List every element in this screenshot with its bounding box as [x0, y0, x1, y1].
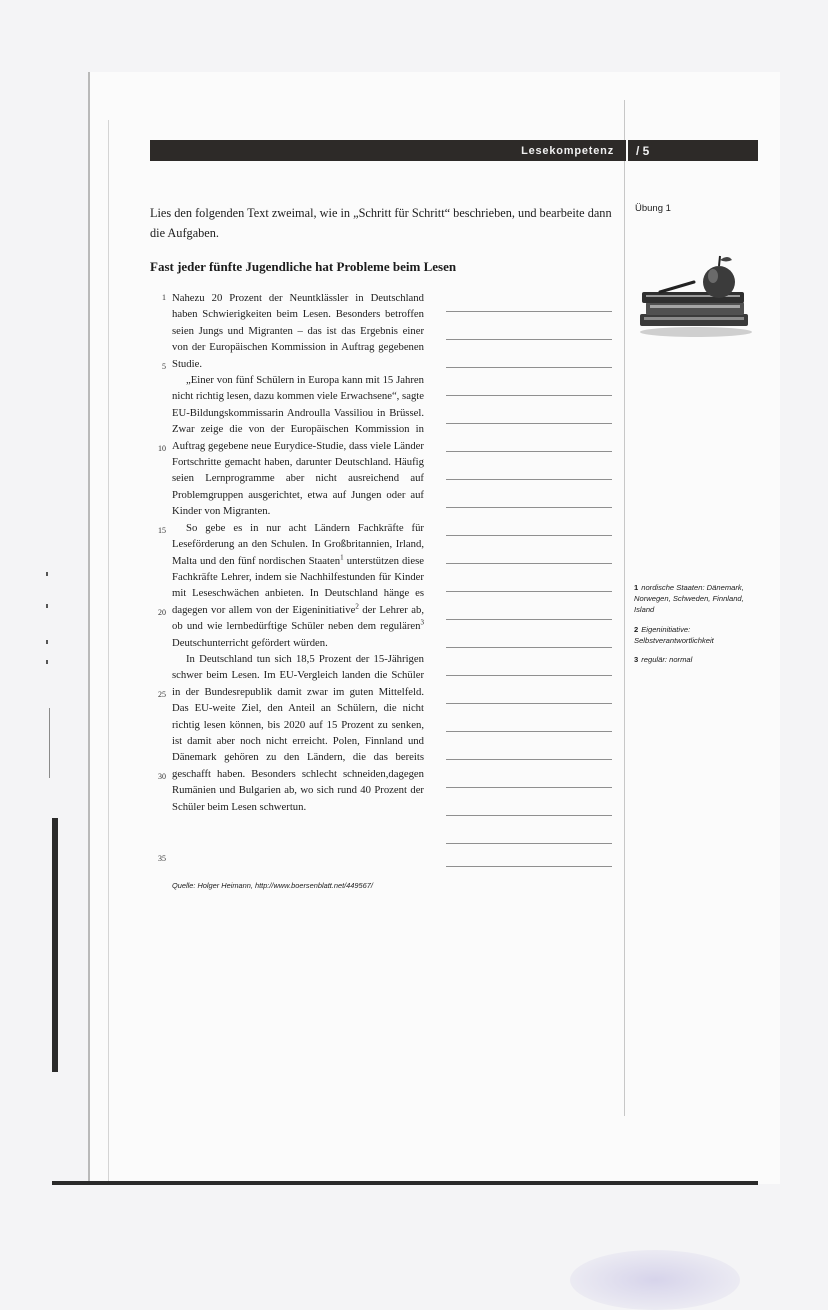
finger-shadow — [570, 1250, 740, 1310]
answer-line[interactable] — [446, 647, 612, 648]
answer-line[interactable] — [446, 815, 612, 816]
binding-mark — [46, 604, 48, 608]
article-paragraph: Nahezu 20 Prozent der Neuntklässler in Deutschland haben Schwierigkeiten beim Lesen. Besonders betroffen seien Jungs und Migranten – das ist das Ergebnis einer von der Europäischen Kommission in Auftrag gegebenen Studie. — [172, 292, 424, 370]
binding-mark — [46, 660, 48, 664]
footnote-ref: 1 — [340, 552, 344, 561]
margin-column-rule — [624, 100, 625, 1116]
page-bottom-edge — [52, 1181, 758, 1185]
answer-line[interactable] — [446, 759, 612, 760]
line-number: 15 — [158, 526, 166, 535]
binding-shadow — [52, 818, 58, 1072]
glossary-item: 3 regulär: normal — [634, 655, 693, 665]
answer-line[interactable] — [446, 866, 612, 867]
footnote-ref: 2 — [355, 602, 359, 611]
exercise-label: Übung 1 — [635, 203, 671, 214]
line-number: 25 — [158, 690, 166, 699]
answer-line[interactable] — [446, 619, 612, 620]
binding-mark — [46, 572, 48, 576]
line-number: 35 — [158, 854, 166, 863]
article-title: Fast jeder fünfte Jugendliche hat Probleme beim Lesen — [150, 259, 457, 274]
answer-line[interactable] — [446, 843, 612, 844]
answer-line[interactable] — [446, 339, 612, 340]
line-number: 1 — [162, 293, 166, 302]
answer-line[interactable] — [446, 451, 612, 452]
answer-line[interactable] — [446, 787, 612, 788]
answer-line[interactable] — [446, 311, 612, 312]
books-apple-icon — [636, 252, 752, 338]
binding-line — [49, 708, 50, 778]
instruction-text: Lies den folgenden Text zweimal, wie in „Schritt für Schritt“ beschrieben, und bearbeite dann die Aufgaben. — [150, 206, 612, 240]
page-number-bar — [628, 140, 758, 161]
answer-line[interactable] — [446, 731, 612, 732]
answer-line[interactable] — [446, 591, 612, 592]
answer-line[interactable] — [446, 675, 612, 676]
line-number: 5 — [162, 362, 166, 371]
line-number: 10 — [158, 444, 166, 453]
glossary — [634, 582, 752, 673]
answer-line[interactable] — [446, 367, 612, 368]
line-number: 20 — [158, 608, 166, 617]
article-body — [172, 290, 424, 815]
answer-line[interactable] — [446, 535, 612, 536]
answer-line[interactable] — [446, 507, 612, 508]
glossary-item: 1 nordische Staaten: Dänemark, Norwegen, Schweden, Finnland, Island — [634, 583, 744, 615]
article-paragraph: So gebe es in nur acht Ländern Fachkräfte für Leseförderung an den Schulen. In Großbritannien, Irland, Malta und den fünf nordischen Staaten$^1$ unterstützen diese Fachkräfte Lehrer, indem sie Nachhilfestunden für Kinder mit Leseschwächen anbieten. In Deutschland hänge es dagegen vor allem von der Eigeninitiative$^2$ der Lehrer ab, ob und wie lernbedürftige Schüler neben dem regulären$^3$ Deutschunterricht gefördert würden. — [172, 521, 425, 649]
line-number: 30 — [158, 772, 166, 781]
page-edge-inner — [108, 120, 109, 1184]
footnote-ref: 3 — [420, 618, 424, 627]
page-edge — [88, 72, 90, 1184]
chapter-title: Lesekompetenz — [521, 144, 614, 157]
article-paragraph: „Einer von fünf Schülern in Europa kann mit 15 Jahren nicht richtig lesen, dazu kommen viele Erwachsene“, sagte EU-Bildungskommissarin Androulla Vassiliou in Brüssel. Zwar zeige die von der Europäischen Kommission in Auftrag gegebene neue Eurydice-Studie, dass viele Länder Fortschritte gemacht haben, darunter Deutschland. Häufig seien Lernprogramme aber nicht ausreichend auf Problemgruppen ausgerichtet, etwa auf Jungen oder auf Kinder von Migranten. — [172, 374, 424, 518]
answer-line[interactable] — [446, 563, 612, 564]
answer-line[interactable] — [446, 423, 612, 424]
glossary-item: 2 Eigeninitiative: Selbstverantwortlichkeit — [634, 624, 714, 645]
source-citation: Quelle: Holger Heimann, http://www.boersenblatt.net/449567/ — [172, 881, 373, 890]
answer-line[interactable] — [446, 395, 612, 396]
header-bar — [150, 140, 626, 161]
answer-line[interactable] — [446, 703, 612, 704]
page-number: / 5 — [636, 143, 650, 158]
article-paragraph: In Deutschland tun sich 18,5 Prozent der 15-Jährigen schwer beim Lesen. Im EU-Vergleich landen die Schüler in der Bundesrepublik damit zwar im guten Mittelfeld. Das EU-weite Ziel, den Anteil an Schülern, die nicht richtig lesen können, bis 2020 auf 15 Prozent zu senken, ist damit aber noch nicht erreicht. Polen, Finnland und Dänemark gehören zu den Ländern, die das bereits geschafft haben. Besonders schlecht schneiden,dagegen Rumänien und Bulgarien ab, wo sich rund 40 Prozent der Schüler beim Lesen schwertun. — [172, 652, 424, 813]
answer-line[interactable] — [446, 479, 612, 480]
binding-mark — [46, 640, 48, 644]
